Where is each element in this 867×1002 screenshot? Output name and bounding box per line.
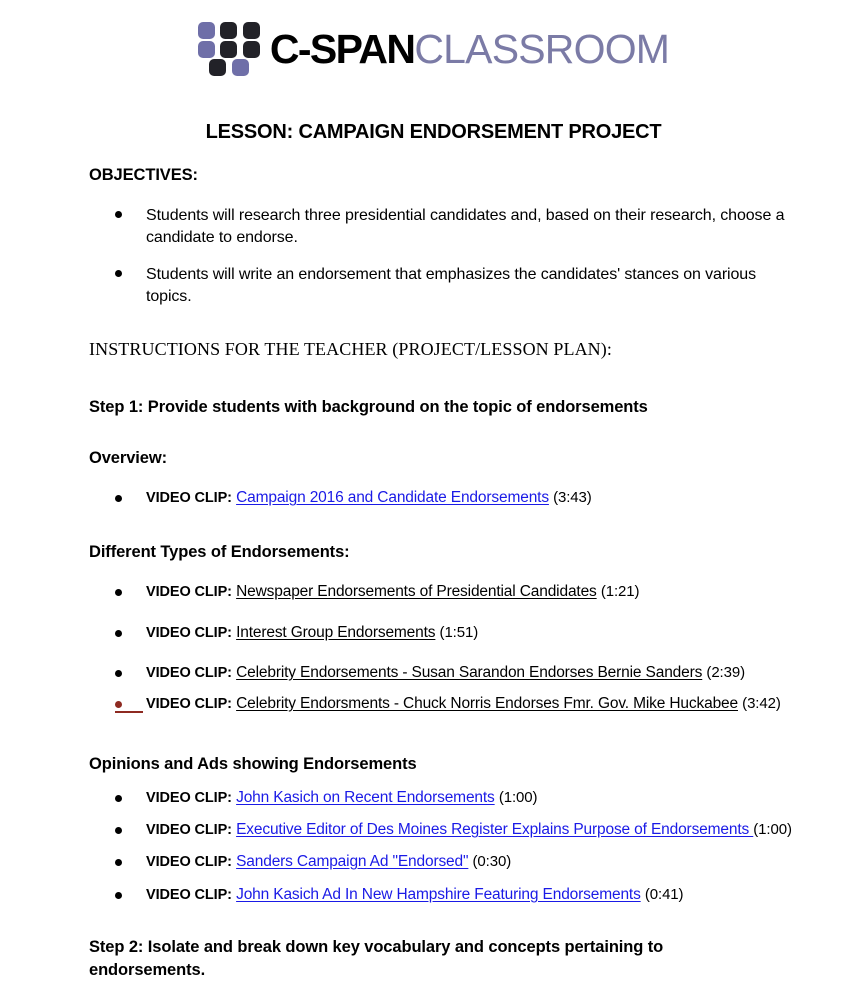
list-item xyxy=(115,694,855,714)
video-clip-link[interactable]: John Kasich on Recent Endorsements xyxy=(236,789,495,806)
video-clip-duration: (2:39) xyxy=(706,664,746,681)
list-item xyxy=(115,205,805,249)
logo-cspan-text: C-SPAN xyxy=(269,25,415,72)
list-item xyxy=(115,264,805,308)
video-clip-duration: (1:00) xyxy=(498,789,538,806)
list-item xyxy=(115,582,855,602)
list-item xyxy=(115,663,855,683)
video-clip-link[interactable]: Celebrity Endorsments - Chuck Norris Endorses Fmr. Gov. Mike Huckabee xyxy=(236,695,738,712)
logo-classroom-text: CLASSROOM xyxy=(414,25,670,72)
list-item xyxy=(115,623,855,643)
objectives-heading: OBJECTIVES: xyxy=(89,166,198,184)
bullet-icon xyxy=(115,827,122,834)
video-clip-link[interactable]: Interest Group Endorsements xyxy=(236,624,436,641)
video-clip-duration: (3:42) xyxy=(742,695,781,712)
step-1-heading: Step 1: Provide students with background on the topic of endorsements xyxy=(89,398,648,416)
video-clip-label: VIDEO CLIP: xyxy=(146,625,232,641)
video-clip-link[interactable]: Newspaper Endorsements of Presidential Candidates xyxy=(236,583,597,600)
logo-dot-grid-icon xyxy=(198,22,264,76)
video-clip-link[interactable]: Sanders Campaign Ad "Endorsed" xyxy=(236,853,469,870)
video-clip-duration: (0:30) xyxy=(472,853,512,870)
video-clip-duration: (1:21) xyxy=(600,583,640,600)
list-item xyxy=(115,820,855,840)
video-clip-label: VIDEO CLIP: xyxy=(146,584,232,600)
video-clip-link[interactable]: John Kasich Ad In New Hampshire Featuring Endorsements xyxy=(236,886,641,903)
list-item xyxy=(115,488,855,508)
video-clip-duration: (0:41) xyxy=(644,886,684,903)
opinions-heading: Opinions and Ads showing Endorsements xyxy=(89,755,417,773)
objective-text: Students will research three presidential candidates and, based on their research, choose a candidate to endorse. xyxy=(146,207,785,246)
bullet-icon xyxy=(115,892,122,899)
video-clip-label: VIDEO CLIP: xyxy=(146,790,232,806)
video-clip-link[interactable]: Celebrity Endorsements - Susan Sarandon Endorses Bernie Sanders xyxy=(236,664,703,681)
video-clip-duration: (1:51) xyxy=(439,624,479,641)
list-item xyxy=(115,885,855,905)
bullet-icon xyxy=(115,859,122,866)
video-clip-label: VIDEO CLIP: xyxy=(146,887,232,903)
bullet-icon xyxy=(115,270,122,277)
video-clip-duration: (1:00) xyxy=(753,821,792,838)
bullet-icon xyxy=(115,670,122,677)
video-clip-link[interactable]: Executive Editor of Des Moines Register Explains Purpose of Endorsements xyxy=(236,821,754,838)
bullet-icon xyxy=(115,701,122,708)
bullet-icon xyxy=(115,589,122,596)
list-item xyxy=(115,852,855,872)
video-clip-label: VIDEO CLIP: xyxy=(146,854,232,870)
bullet-icon xyxy=(115,630,122,637)
page-title: LESSON: CAMPAIGN ENDORSEMENT PROJECT xyxy=(205,121,662,143)
video-clip-label: VIDEO CLIP: xyxy=(146,665,232,681)
video-clip-label: VIDEO CLIP: xyxy=(146,822,232,838)
video-clip-label: VIDEO CLIP: xyxy=(146,490,232,506)
bullet-icon xyxy=(115,795,122,802)
types-heading: Different Types of Endorsements: xyxy=(89,543,350,561)
list-item xyxy=(115,788,855,808)
video-clip-duration: (3:43) xyxy=(553,489,592,506)
video-clip-link[interactable]: Campaign 2016 and Candidate Endorsements xyxy=(236,489,549,506)
step-2-heading: Step 2: Isolate and break down key vocabulary and concepts pertaining to endorsements. xyxy=(89,938,664,979)
overview-heading: Overview: xyxy=(89,449,167,467)
teacher-instructions-heading: INSTRUCTIONS FOR THE TEACHER (PROJECT/LESSON PLAN): xyxy=(89,339,612,359)
site-logo xyxy=(0,22,867,76)
maroon-underline-decoration xyxy=(115,711,143,713)
bullet-icon xyxy=(115,211,122,218)
bullet-icon xyxy=(115,495,122,502)
video-clip-label: VIDEO CLIP: xyxy=(146,696,232,712)
objective-text: Students will write an endorsement that emphasizes the candidates' stances on various topics. xyxy=(146,266,757,305)
